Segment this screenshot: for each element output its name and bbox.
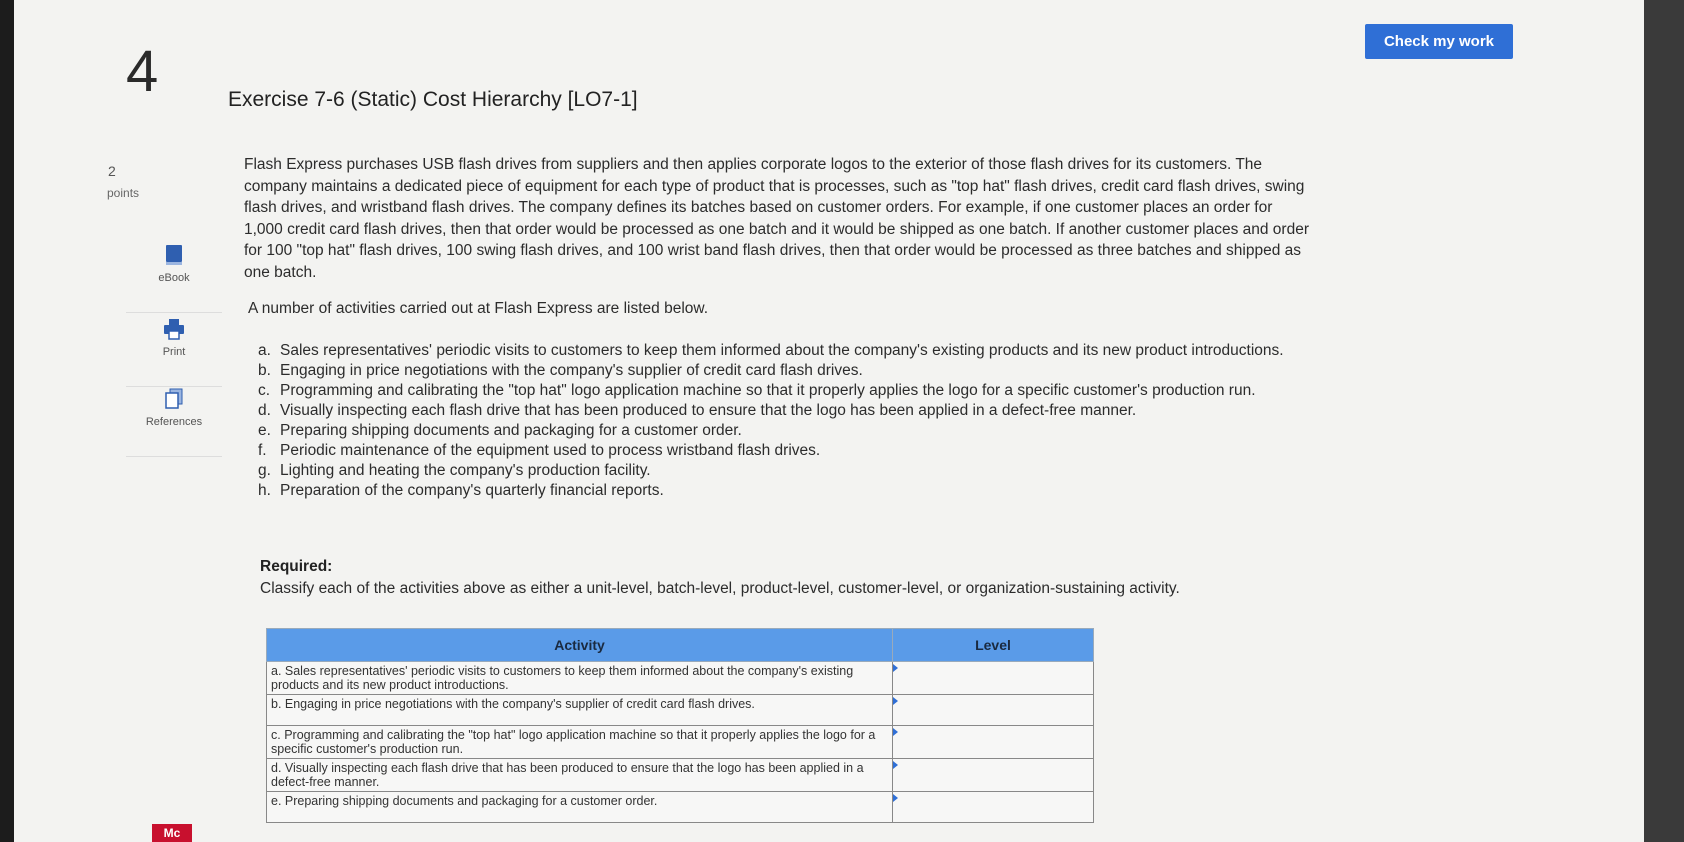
references-label: References	[145, 416, 203, 428]
activity-text: Programming and calibrating the "top hat" logo application machine so that it properly applies the logo for a specific customer's production run.	[280, 382, 1256, 399]
level-input[interactable]	[893, 726, 1093, 756]
list-item	[258, 401, 1298, 421]
level-input[interactable]	[893, 792, 1093, 822]
activity-letter: d.	[258, 402, 271, 419]
table-row	[267, 726, 1094, 759]
activity-letter: f.	[258, 442, 267, 459]
check-my-work-button[interactable]: Check my work	[1365, 24, 1513, 59]
dropdown-marker-icon	[893, 664, 898, 672]
required-text: Classify each of the activities above as either a unit-level, batch-level, product-level, customer-level, or organization-sustaining activity.	[260, 580, 1180, 597]
documents-icon	[164, 388, 184, 410]
activity-cell: e. Preparing shipping documents and packaging for a customer order.	[267, 792, 893, 823]
print-tool[interactable]	[126, 318, 222, 387]
dropdown-marker-icon	[893, 697, 898, 705]
activity-letter: a.	[258, 342, 271, 359]
level-cell[interactable]	[893, 792, 1094, 823]
problem-paragraph: Flash Express purchases USB flash drives from suppliers and then applies corporate logos to the exterior of those flash drives for its customers. The company maintains a dedicated piece of equipment for each type of product that is processes, such as "top hat" flash drives, credit card flash drives, swing flash drives, and wristband flash drives. The company defines its batches based on customer orders. For example, if one customer places an order for 1,000 credit card flash drives, then that order would be processed as one batch and it would be shipped as one batch. If another customer places and order for 100 "top hat" flash drives, 100 swing flash drives, and 100 wrist band flash drives, then that order would be processed as three batches and shipped as one batch.	[244, 156, 1309, 281]
activity-text: Preparation of the company's quarterly financial reports.	[280, 482, 664, 499]
list-item	[258, 421, 1298, 441]
monitor-bezel	[1644, 0, 1684, 842]
activity-text: Periodic maintenance of the equipment used to process wristband flash drives.	[280, 442, 821, 459]
level-cell[interactable]	[893, 662, 1094, 695]
activity-letter: g.	[258, 462, 271, 479]
dropdown-marker-icon	[893, 761, 898, 769]
level-column-header: Level	[893, 629, 1094, 662]
activities-list	[258, 341, 1298, 501]
activity-text: Lighting and heating the company's production facility.	[280, 462, 651, 479]
required-heading: Required:	[260, 558, 333, 575]
exercise-title: Exercise 7-6 (Static) Cost Hierarchy [LO7-1]	[228, 88, 638, 111]
list-item	[258, 381, 1298, 401]
ebook-tool[interactable]	[126, 244, 222, 313]
list-item	[258, 361, 1298, 381]
activity-text: Preparing shipping documents and packaging for a customer order.	[280, 422, 742, 439]
references-tool[interactable]	[126, 388, 222, 457]
points-value: 2	[108, 163, 116, 179]
mcgraw-hill-logo: Mc	[152, 824, 192, 842]
table-header-row	[267, 629, 1094, 662]
activity-text: Visually inspecting each flash drive that has been produced to ensure that the logo has been applied in a defect-free manner.	[280, 402, 1137, 419]
table-row	[267, 662, 1094, 695]
book-icon	[164, 244, 184, 266]
list-item	[258, 481, 1298, 501]
points-label: points	[107, 186, 140, 200]
activity-letter: c.	[258, 382, 271, 399]
table-row	[267, 792, 1094, 823]
level-input[interactable]	[893, 695, 1093, 725]
screen	[14, 0, 1644, 842]
activity-letter: h.	[258, 482, 271, 499]
activity-cell: d. Visually inspecting each flash drive that has been produced to ensure that the logo has been applied in a defect-free manner.	[267, 759, 893, 792]
activity-text: Engaging in price negotiations with the company's supplier of credit card flash drives.	[280, 362, 863, 379]
activity-cell: c. Programming and calibrating the "top hat" logo application machine so that it properly applies the logo for a specific customer's production run.	[267, 726, 893, 759]
level-cell[interactable]	[893, 695, 1094, 726]
dropdown-marker-icon	[893, 728, 898, 736]
question-number: 4	[126, 39, 159, 104]
level-input[interactable]	[893, 662, 1093, 692]
ebook-label: eBook	[158, 272, 190, 284]
dropdown-marker-icon	[893, 794, 898, 802]
activity-cell: a. Sales representatives' periodic visits to customers to keep them informed about the company's existing products and its new product introductions.	[267, 662, 893, 695]
level-cell[interactable]	[893, 759, 1094, 792]
printer-icon	[163, 318, 185, 340]
activity-column-header: Activity	[267, 629, 893, 662]
activity-text: Sales representatives' periodic visits to customers to keep them informed about the company's existing products and its new product introductions.	[280, 342, 1284, 359]
activity-letter: e.	[258, 422, 271, 439]
activity-letter: b.	[258, 362, 271, 379]
list-item	[258, 341, 1298, 361]
classification-table	[266, 628, 1094, 823]
list-item	[258, 461, 1298, 481]
table-row	[267, 695, 1094, 726]
table-row	[267, 759, 1094, 792]
level-cell[interactable]	[893, 726, 1094, 759]
level-input[interactable]	[893, 759, 1093, 789]
print-label: Print	[162, 346, 186, 358]
list-item	[258, 441, 1298, 461]
activity-cell: b. Engaging in price negotiations with the company's supplier of credit card flash drives.	[267, 695, 893, 726]
activities-intro: A number of activities carried out at Flash Express are listed below.	[248, 300, 709, 317]
